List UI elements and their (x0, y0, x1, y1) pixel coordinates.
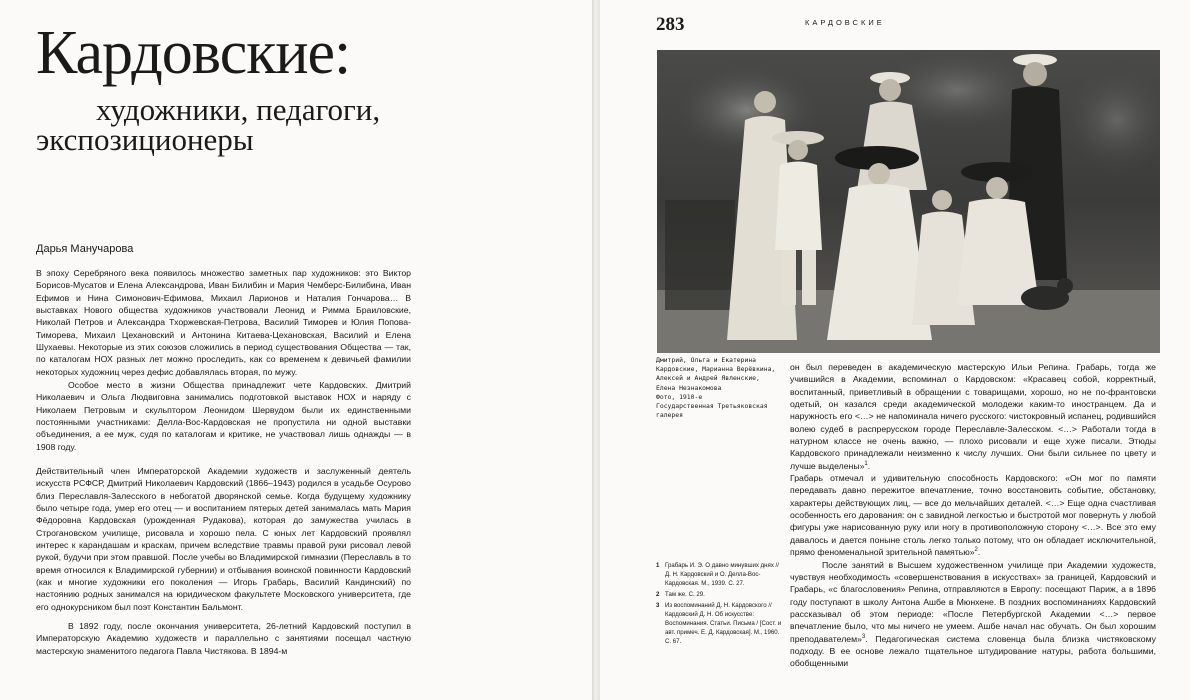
footnote-1 (656, 561, 782, 588)
right-paragraph-2: Грабарь отмечал и удивительную способность Кардовского: «Он мог по памяти передавать давно пережитое впечатление, точно восстановить событие, обстановку, характеры действующих лиц, — все до мельчайших деталей. <…> Еще одна счастливая особенность его дарования: он с завидной легкостью и быстротой мог повернуть у любой фигуры уже нарисованную руку или ногу в противоположную сторону <…>. Все это ему давалось и дается поныне столь легко только потому, что он обладает исключительной, прямо феноменальной зрительной памятью»$^2$. (790, 473, 1156, 558)
article-subtitle-line2: экспозиционеры (36, 122, 254, 157)
footnote-text: Там же. С. 29. (665, 591, 705, 598)
footnote-number: 2 (656, 591, 660, 598)
footnote-ref-2: 2 (974, 547, 978, 554)
running-head: КАРДОВСКИЕ (805, 18, 885, 27)
footnote-text: Из воспоминаний Д. Н. Кардовского // Кардовский Д. Н. Об искусстве: Воспоминания. Статьи. Письма / [Сост. и авт. примеч. Е. Д. Кардовская]. М., 1960. С. 67. (665, 602, 782, 645)
footnote-text: Грабарь И. Э. О давно минувших днях // Д. Н. Кардовский и О. Делла-Вос-Кардовская. М., 1939. С. 27. (665, 562, 779, 587)
article-subtitle-line1: художники, педагоги, (96, 92, 381, 127)
group-photo (657, 50, 1160, 353)
article-author: Дарья Манучарова (36, 243, 134, 255)
body-paragraph-1: В эпоху Серебряного века появилось множество заметных пар художников: это Виктор Борисов-Мусатов и Елена Александрова, Иван Билибин и Мария Чемберс-Билибина, Иван Ефимов и Нина Симонович-Ефимова, Михаил Ларионов и Наталия Гончарова… В выставках Нового общества художников участвовали Леонид и Римма Браиловские, Николай Петров и Александра Тхоржевская-Петрова, Василий Тиморев и Юлия Попова-Тиморева, Михаил Цехановский и Антонина Китаева-Цехановская, Василий и Елена Шухаевы. Некоторые из этих союзов сложились в период существования Общества — так, по каталогам НОХ разных лет можно проследить, как со временем к девичьей фамилии некоторых художниц через дефис добавлялась вторая, по мужу. (36, 268, 411, 377)
footnote-ref-3: 3 (861, 633, 866, 640)
body-paragraph-4: В 1892 году, после окончания университета, 26-летний Кардовский поступил в Императорскую Академию художеств и параллельно с занятиями посещал частную мастерскую знаменитого педагога Павла Чистякова. В 1894-м (36, 621, 411, 656)
body-paragraph-2: Особое место в жизни Общества принадлежит чете Кардовских. Дмитрий Николаевич и Ольга Людвиговна занимались подготовкой выставок НОХ и наряду с Николаем Петровым и скульптором Леонидом Шервудом были их единственными постоянными участниками: Делла-Вос-Кардовская не пропустила ни одной выставки объединения, а ее муж, судя по каталогам и критике, не участвовал лишь однажды — в 1908 году. (36, 380, 411, 452)
right-column-text (790, 361, 1156, 670)
footnote-2 (656, 590, 782, 599)
right-paragraph-3: После занятий в Высшем художественном училище при Академии художеств, чувствуя необходимость «совершенствования в искусствах» за границей, Кардовский и Грабарь, «с благословения» Репина, отправляются в Европу: посещают Париж, а в 1896 году поступают в школу Антона Ашбе в Мюнхене. В поздних воспоминаниях Кардовский рассказывал об этом периоде: «После Петербургской Академии <…> первое впечатление было, что мы ничего не умеем. Ашбе начал нас обучать. Он был хорошим преподавателем»$^3$. Педагогическая система словенца была близка чистяковскому подходу. В ее основе лежало тщательное штудирование натуры, работа большими, обобщенными (790, 559, 1156, 669)
footnote-number: 3 (656, 602, 660, 609)
book-gutter (592, 0, 600, 700)
footnote-ref-1: 1 (864, 460, 868, 467)
footnotes (656, 561, 782, 648)
article-title: Кардовские: (36, 19, 351, 87)
photo-caption: Дмитрий, Ольга и Екатерина Кардовские, Марианна Верёвкина, Алексей и Андрей Явленские, Елена Незнакомова Фото, 1910-е Государственная Третьяковская галерея (656, 356, 776, 420)
footnote-3 (656, 601, 782, 646)
body-paragraph-3: Действительный член Императорской Академии художеств и заслуженный деятель искусств РСФСР, Дмитрий Николаевич Кардовский (1866–1943) родился в усадьбе Осурово близ Переславля-Залесского в небогатой дворянской семье. Когда будущему художнику было четыре года, умер его отец — и воспитанием пятерых детей занималась мать Мария Фёдоровна Кардовская (урожденная Рудакова), которая до замужества училась в Строгановском училище, рисовала и хорошо пела. С юных лет Кардовский проявлял интерес к карандашам и краскам, причем вследствие травмы правой руки рисовал левой рукой, будучи при этом правшой. После учебы во Владимирской гимназии (Переславль в то время относился к Владимирской губернии) и отбывания воинской повинности Кардовский (как и многие художники его поколения — Игорь Грабарь, Василий Кандинский) по настоянию родных занимался на юридическом факультете Московского университета, где его однокурсником был поэт Константин Бальмонт. (36, 466, 411, 612)
right-paragraph-1: он был переведен в академическую мастерскую Ильи Репина. Грабарь, тогда же учившийся в Академии, вспоминал о Кардовском: «Красавец собой, корректный, воспитанный, приветливый в обращении с товарищами, хорошо, но не по-франтовски одетый, он казался среди академической молодежи каким-то иностранцем. Да и наружность его <…> не напоминала ничего русского: чистокровный испанец, родившийся волею судеб в распрерусском городе Переславле-Залесском. <…> Работали тогда в натурном классе не очень важно, — плохо рисовали и еще хуже писали. Этюды Кардовского принадлежали неизменно к числу лучших. Они были сильнее по цвету и лучше выделены»$^1$. (790, 362, 1156, 471)
left-page (0, 0, 592, 700)
footnote-number: 1 (656, 562, 660, 569)
page-number: 283 (656, 14, 685, 35)
